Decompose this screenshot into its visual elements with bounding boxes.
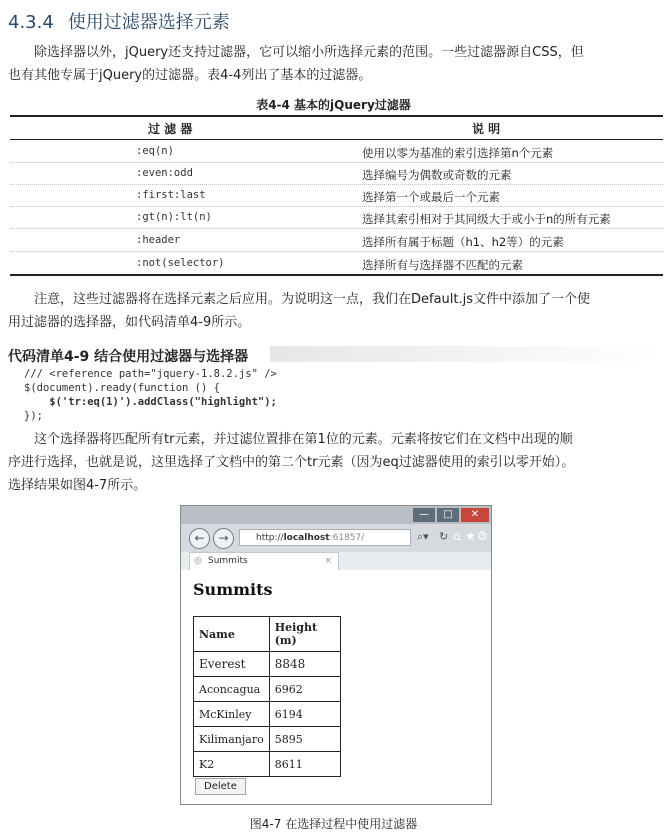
window-titlebar — [181, 506, 491, 526]
page-heading: Summits — [193, 580, 273, 599]
explain-line-3: 选择结果如图4-7所示。 — [8, 478, 147, 493]
row-divider — [10, 228, 663, 229]
table-header-desc: 说 明 — [472, 122, 501, 136]
intro-line-2: 也有其他专属于jQuery的过滤器。表4-4列出了基本的过滤器。 — [8, 68, 372, 83]
gear-icon[interactable]: ⚙ — [477, 529, 488, 543]
url-field[interactable] — [239, 529, 411, 546]
filter-cell: :gt(n):lt(n) — [136, 211, 212, 223]
home-icon[interactable]: ⌂ — [453, 529, 461, 543]
back-icon[interactable]: ← — [189, 528, 210, 549]
table-row — [194, 677, 341, 702]
summit-height: 6962 — [269, 677, 340, 702]
summit-name: Kilimanjaro — [194, 727, 270, 752]
code-line: $('tr:eq(1)').addClass("highlight"); — [24, 396, 277, 408]
code-line: $(document).ready(function () { — [24, 382, 220, 394]
filter-cell: :header — [136, 234, 181, 246]
filter-cell: :eq(n) — [136, 145, 174, 157]
figure-caption: 图4-7 在选择过程中使用过滤器 — [249, 817, 418, 831]
summit-name: Everest — [194, 652, 270, 677]
table-bottom-rule — [10, 274, 663, 276]
summit-name: McKinley — [194, 702, 270, 727]
desc-cell: 选择编号为偶数或奇数的元素 — [362, 168, 512, 182]
table-row-highlighted — [194, 652, 341, 677]
filter-cell: :not(selector) — [136, 257, 225, 269]
table-row — [194, 727, 341, 752]
forward-icon[interactable]: → — [213, 528, 234, 549]
desc-cell: 选择第一个或最后一个元素 — [362, 190, 500, 204]
summit-name: K2 — [194, 752, 270, 777]
table-header-rule — [10, 139, 663, 140]
browser-window — [180, 505, 492, 805]
url-scheme: http:// — [256, 533, 284, 543]
section-heading — [8, 8, 230, 34]
note-paragraph — [8, 288, 663, 334]
column-header-height: Height (m) — [269, 617, 340, 652]
maximize-icon[interactable]: □ — [437, 508, 459, 522]
summit-height: 8611 — [269, 752, 340, 777]
summit-height: 5895 — [269, 727, 340, 752]
url-host: localhost — [283, 533, 330, 543]
row-divider — [10, 184, 663, 185]
column-header-name: Name — [194, 617, 270, 652]
desc-cell: 选择所有与选择器不匹配的元素 — [362, 258, 523, 272]
table-row — [194, 702, 341, 727]
filter-cell: :even:odd — [136, 167, 193, 179]
table-caption: 表4-4 基本的jQuery过滤器 — [256, 98, 411, 112]
intro-line-1: 除选择器以外，jQuery还支持过滤器，它可以缩小所选择元素的范围。一些过滤器源自CSS，但 — [34, 45, 584, 60]
filter-cell: :first:last — [136, 189, 206, 201]
desc-cell: 选择所有属于标题（h1、h2等）的元素 — [362, 235, 564, 249]
explain-line-1: 这个选择器将匹配所有tr元素，并过滤位置排在第1位的元素。元素将按它们在文档中出现的顺 — [34, 432, 573, 447]
section-title: 使用过滤器选择元素 — [67, 12, 230, 33]
tab-close-icon[interactable]: × — [324, 556, 332, 566]
favorites-icon[interactable]: ★ — [465, 529, 476, 543]
section-number: 4.3.4 — [8, 12, 54, 33]
note-line-1: 注意，这些过滤器将在选择元素之后应用。为说明这一点，我们在Default.js文件中添加了一个使 — [34, 292, 591, 307]
desc-cell: 选择其索引相对于其同级大于或小于n的所有元素 — [362, 212, 611, 226]
intro-paragraph — [8, 41, 663, 87]
table-header-row — [194, 617, 341, 652]
summit-height: 6194 — [269, 702, 340, 727]
close-icon[interactable]: ✕ — [461, 508, 489, 522]
delete-button[interactable]: Delete — [195, 778, 246, 795]
refresh-icon[interactable]: ↻ — [439, 530, 449, 543]
row-divider — [10, 162, 663, 163]
summit-name: Aconcagua — [194, 677, 270, 702]
table-header-filter: 过 滤 器 — [148, 122, 193, 136]
code-line: /// <reference path="jquery-1.8.2.js" /> — [24, 368, 277, 380]
address-bar-area — [181, 524, 491, 552]
tab-strip — [181, 552, 491, 570]
tab-summits[interactable] — [189, 552, 339, 570]
row-divider — [10, 251, 663, 252]
tab-title: Summits — [208, 556, 248, 566]
search-icon[interactable]: ⌕▾ — [417, 530, 429, 543]
summits-table — [193, 616, 341, 777]
table-row — [194, 752, 341, 777]
page-icon: ◎ — [194, 556, 202, 566]
note-line-2: 用过滤器的选择器，如代码清单4-9所示。 — [8, 315, 251, 330]
listing-title-shade — [270, 346, 660, 362]
desc-cell: 使用以零为基准的索引选择第n个元素 — [362, 146, 554, 160]
summit-height: 8848 — [269, 652, 340, 677]
code-line: }); — [24, 410, 43, 422]
explain-paragraph — [8, 428, 663, 497]
row-divider — [10, 206, 663, 207]
minimize-icon[interactable]: — — [413, 508, 435, 522]
table-top-rule — [10, 115, 663, 117]
url-port: :61857/ — [329, 533, 365, 543]
explain-line-2: 序进行选择，也就是说，这里选择了文档中的第二个tr元素（因为eq过滤器使用的索引以零开始）。 — [8, 455, 575, 470]
listing-title: 代码清单4-9 结合使用过滤器与选择器 — [8, 349, 249, 365]
